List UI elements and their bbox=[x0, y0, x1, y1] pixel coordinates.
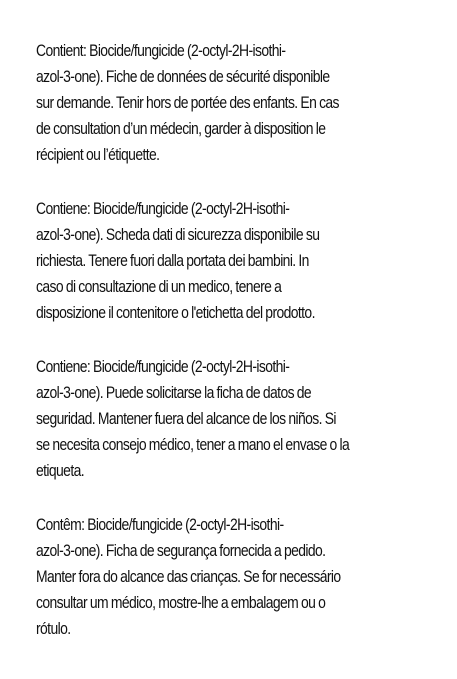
paragraph-italian: Contiene: Biocide/fungicide (2-octyl-2H-isothi- azol-3-one). Scheda dati di sicurezza disponibile su richiesta. Tenere fuori dalla portata dei bambini. In caso di consultazione di un medico, tenere a disposizione il contenitore o l'etichetta del prodotto. bbox=[36, 200, 320, 322]
paragraph-portuguese: Contêm: Biocide/fungicide (2-octyl-2H-isothi- azol-3-one). Ficha de segurança fornecida a pedido. Manter fora do alcance das crianças. Se for necessário consultar um médico, mostre-lhe a embalagem ou o rótulo. bbox=[36, 516, 341, 638]
safety-label-text bbox=[36, 38, 426, 670]
paragraph-french: Contient: Biocide/fungicide (2-octyl-2H-isothi- azol-3-one). Fiche de données de sécurité disponible sur demande. Tenir hors de portée des enfants. En cas de consultation d’un médecin, garder à disposition le récipient ou l’étiquette. bbox=[36, 42, 339, 164]
paragraph-spanish: Contiene: Biocide/fungicide (2-octyl-2H-isothi- azol-3-one). Puede solicitarse la ficha de datos de seguridad. Mantener fuera del alcance de los niños. Si se necesita consejo médico, tener a mano el envase o la etiqueta. bbox=[36, 358, 350, 480]
